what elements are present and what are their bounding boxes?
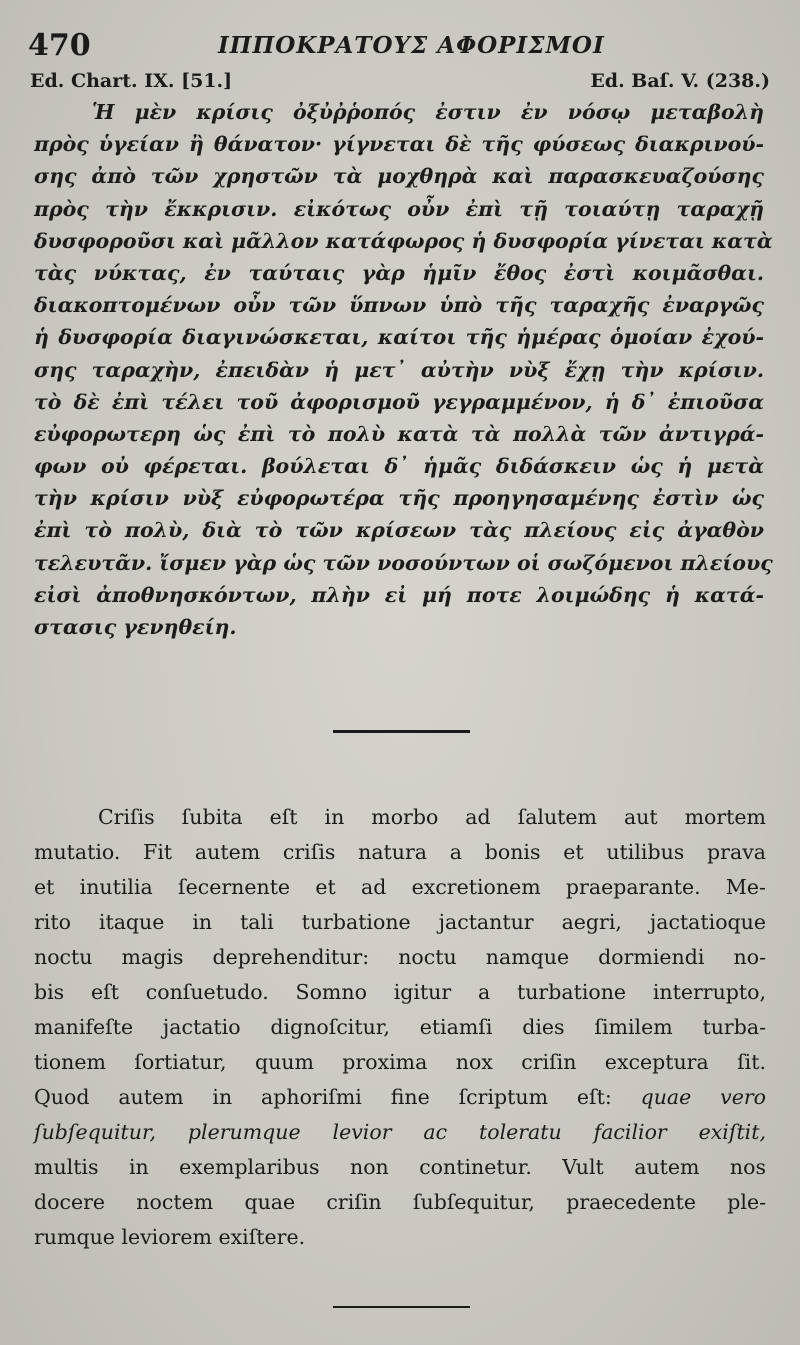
- latin-text: Quod autem in aphoriſmi fine ſcriptum eſt:: [34, 1085, 641, 1109]
- latin-line: [34, 835, 766, 870]
- latin-line: [34, 870, 766, 905]
- latin-translation-block: [34, 800, 766, 1255]
- latin-text: mutatio. Fit autem criſis natura a bonis et utilibus prava: [34, 840, 766, 864]
- greek-line: ἡ δυσφορία διαγινώσκεται, καίτοι τῆς ἡμέρας ὁμοίαν ἐχού-: [34, 325, 764, 350]
- latin-text: et inutilia ſecernente et ad excretionem praeparante. Me-: [34, 875, 766, 899]
- section-divider: [333, 730, 470, 733]
- quoted-aphorism-text: ſubſequitur, plerumque levior ac toleratu facilior exiſtit,: [34, 1120, 766, 1144]
- latin-text: bis eſt conſuetudo. Somno igitur a turbatione interrupto,: [34, 980, 766, 1004]
- greek-line: Ἡ μὲν κρίσις ὀξὐῤῥοπός ἐστιν ἐν νόσῳ μεταβολὴ: [92, 100, 764, 124]
- greek-line: τὴν κρίσιν νὺξ εὐφορωτέρα τῆς προηγησαμένης ἐστὶν ὡς: [34, 486, 764, 511]
- latin-line: [34, 975, 766, 1010]
- latin-text: manifeſte jactatio dignoſcitur, etiamſi dies ſimilem turba-: [34, 1015, 766, 1039]
- greek-line: διακοπτομένων οὖν τῶν ὕπνων ὑπὸ τῆς ταραχῆς ἐναργῶς: [34, 293, 764, 318]
- greek-text-block: [34, 96, 773, 643]
- quoted-aphorism-text: quae vero: [640, 1085, 766, 1109]
- latin-line: [34, 1080, 766, 1115]
- greek-line: εἰσὶ ἀποθνησκόντων, πλὴν εἰ μή ποτε λοιμώδης ἡ κατά-: [34, 582, 764, 607]
- latin-line: [34, 1010, 766, 1045]
- latin-line: [34, 905, 766, 940]
- greek-line: τὰς νύκτας, ἐν ταύταις γὰρ ἡμῖν ἔθος ἐστὶ κοιμᾶσθαι.: [34, 260, 764, 285]
- latin-text: rumque leviorem exiſtere.: [34, 1225, 306, 1249]
- latin-line: [34, 940, 766, 975]
- edition-reference-chartier: Ed. Chart. IX. [51.]: [30, 70, 233, 92]
- latin-line: [34, 1220, 766, 1255]
- page-header: [28, 24, 772, 64]
- latin-line: [34, 1185, 766, 1220]
- greek-line: τελευτᾶν. ἴσμεν γὰρ ὡς τῶν νοσούντων οἱ σωζόμενοι πλείους: [34, 550, 773, 575]
- greek-line: πρὸς ὑγείαν ἢ θάνατον· γίγνεται δὲ τῆς φύσεως διακρινού-: [34, 132, 764, 157]
- greek-line: ἐπὶ τὸ πολὺ, διὰ τὸ τῶν κρίσεων τὰς πλείους εἰς ἀγαθὸν: [34, 518, 764, 543]
- page-number: 470: [28, 28, 91, 63]
- latin-text: docere noctem quae criſin ſubſequitur, praecedente ple-: [34, 1190, 766, 1214]
- latin-line: [34, 800, 766, 835]
- greek-line: σης ταραχὴν, ἐπειδὰν ἡ μετ᾽ αὐτὴν νὺξ ἔχῃ τὴν κρίσιν.: [34, 357, 764, 382]
- greek-line: τὸ δὲ ἐπὶ τέλει τοῦ ἀφορισμοῦ γεγραμμένον, ἡ δ᾽ ἐπιοῦσα: [34, 389, 764, 414]
- latin-text: multis in exemplaribus non continetur. Vult autem nos: [34, 1155, 766, 1179]
- latin-line: [34, 1045, 766, 1080]
- latin-line: [34, 1115, 766, 1150]
- latin-text: rito itaque in tali turbatione jactantur aegri, jactatioque: [34, 910, 766, 934]
- greek-line: στασις γενηθείη.: [34, 615, 237, 639]
- latin-text: tionem ſortiatur, quum proxima nox criſin exceptura ſit.: [34, 1050, 766, 1074]
- edition-references: [30, 70, 770, 96]
- section-divider: [333, 1306, 470, 1308]
- running-title: ΙΠΠΟΚΡΑΤΟΥΣ ΑΦΟΡΙΣΜΟΙ: [218, 32, 605, 59]
- greek-line: δυσφοροῦσι καὶ μᾶλλον κατάφωρος ἡ δυσφορία γίνεται κατὰ: [34, 228, 773, 253]
- greek-line: σης ἀπὸ τῶν χρηστῶν τὰ μοχθηρὰ καὶ παρασκευαζούσης: [34, 164, 764, 189]
- latin-text: Criſis ſubita eſt in morbo ad ſalutem aut mortem: [98, 805, 766, 829]
- greek-line: φων οὐ φέρεται. βούλεται δ᾽ ἡμᾶς διδάσκειν ὡς ἡ μετὰ: [34, 454, 764, 479]
- greek-line: πρὸς τὴν ἔκκρισιν. εἰκότως οὖν ἐπὶ τῇ τοιαύτῃ ταραχῇ: [34, 196, 764, 221]
- latin-text: noctu magis deprehenditur: noctu namque dormiendi no-: [34, 945, 766, 969]
- greek-line: εὐφορωτερη ὡς ἐπὶ τὸ πολὺ κατὰ τὰ πολλὰ τῶν ἀντιγρά-: [34, 421, 764, 446]
- edition-reference-basel: Ed. Baſ. V. (238.): [590, 70, 770, 92]
- latin-line: [34, 1150, 766, 1185]
